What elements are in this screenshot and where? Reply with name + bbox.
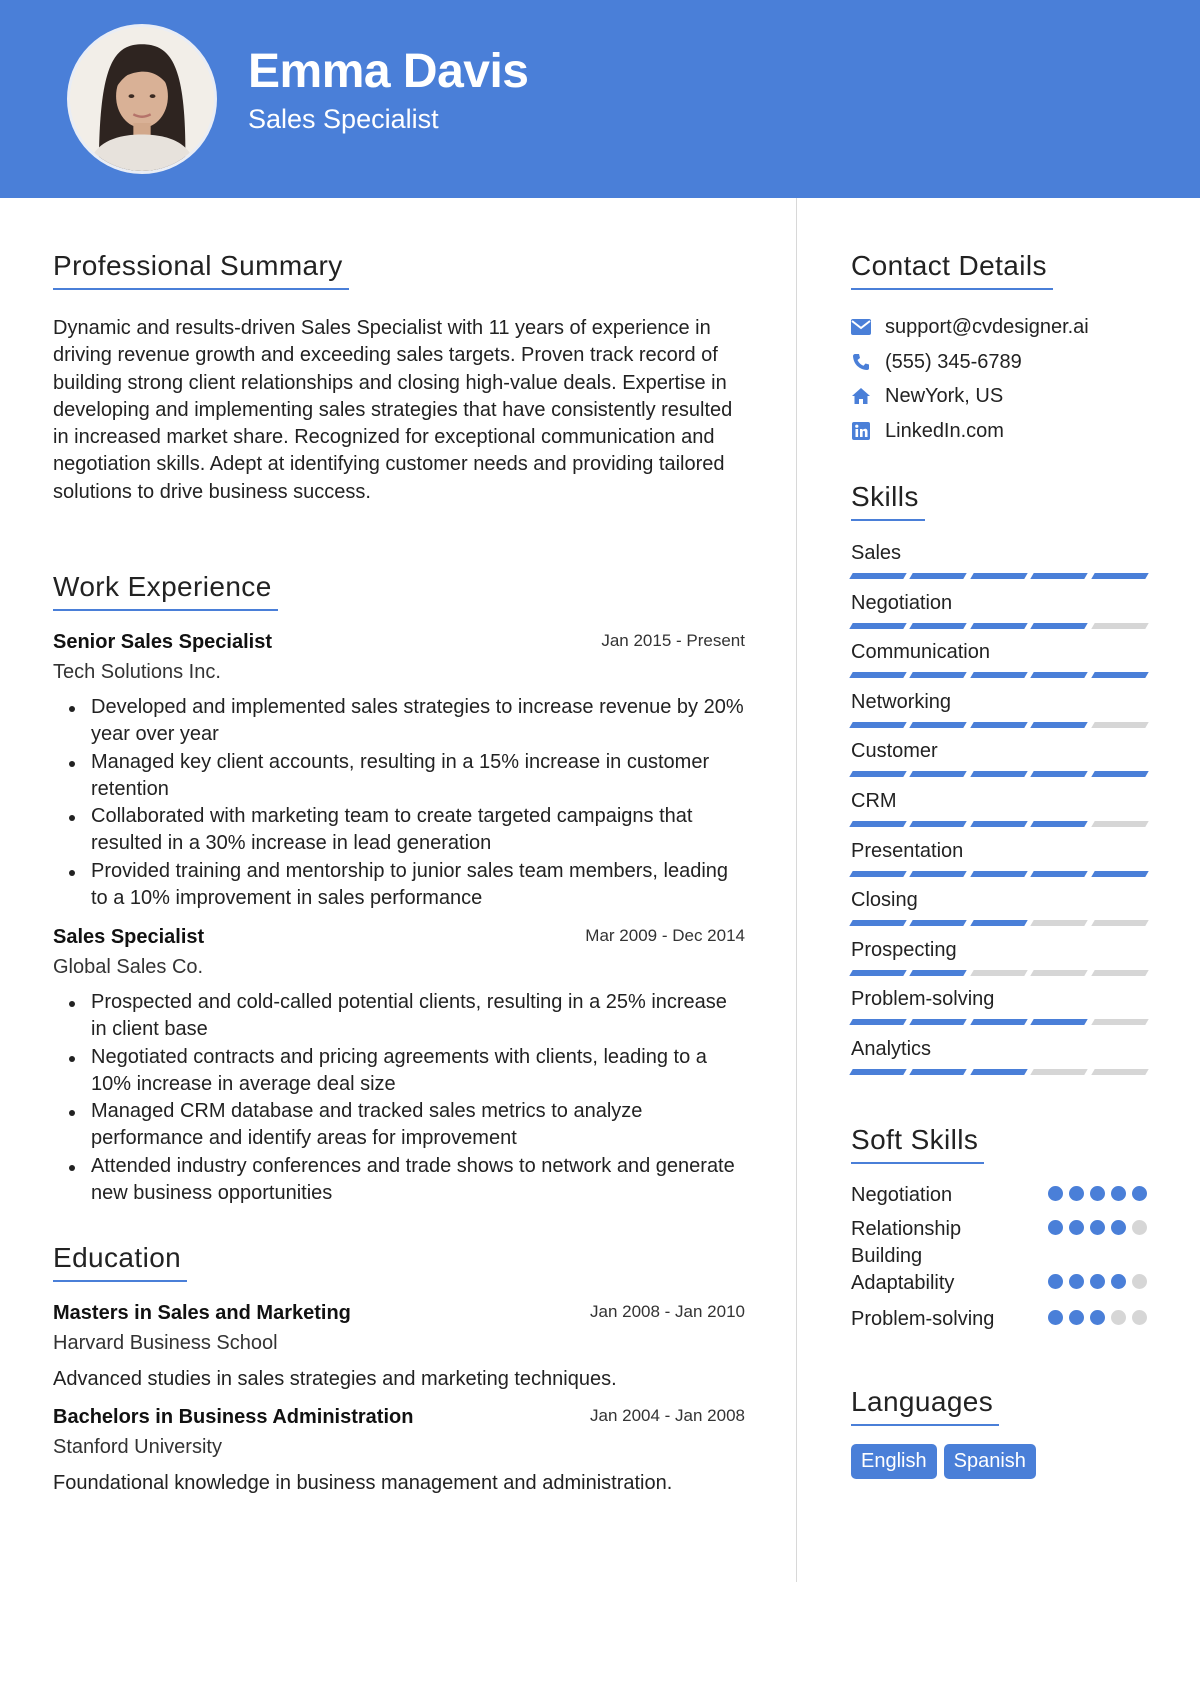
job-dates: Jan 2015 - Present [601, 631, 745, 650]
education-description: Advanced studies in sales strategies and marketing techniques. [53, 1368, 617, 1390]
skill-item [851, 939, 1147, 976]
skill-level-segment [910, 672, 968, 678]
rating-dot [1090, 1186, 1105, 1201]
phone-icon [851, 352, 871, 372]
skill-level-segment [1030, 821, 1088, 827]
summary-heading: Professional Summary [53, 250, 343, 290]
skill-level-segment [1030, 1019, 1088, 1025]
rating-dot [1132, 1310, 1147, 1325]
soft-skill-item [851, 1182, 1147, 1209]
home-icon [851, 386, 871, 406]
education-dates: Jan 2004 - Jan 2008 [589, 1406, 745, 1425]
job-entry [53, 631, 745, 912]
skill-label: Networking [851, 690, 952, 713]
education-entry [53, 1302, 745, 1391]
soft-skill-rating [1048, 1186, 1147, 1201]
languages-list [851, 1444, 1036, 1479]
soft-skill-item [851, 1216, 1147, 1270]
skill-level-segment [1091, 821, 1149, 827]
skill-level-segment [1030, 1069, 1088, 1075]
skill-level-segment [849, 1019, 907, 1025]
bullet-item: Negotiated contracts and pricing agreements with clients, leading to a 10% increase in average deal size [91, 1044, 745, 1099]
skill-item [851, 542, 1147, 579]
skill-level-segment [910, 920, 968, 926]
skill-level-segment [849, 871, 907, 877]
contact-linkedin-text: LinkedIn.com [885, 419, 1004, 442]
rating-dot [1111, 1274, 1126, 1289]
skill-level-segment [910, 722, 968, 728]
skill-level-bar [851, 821, 1147, 827]
skill-level-segment [910, 623, 968, 629]
skill-level-segment [910, 771, 968, 777]
soft-skill-item [851, 1270, 1147, 1297]
contact-phone[interactable] [851, 348, 1022, 376]
header-banner [0, 0, 1200, 198]
portrait-photo [70, 27, 214, 171]
soft-skills-heading: Soft Skills [851, 1124, 978, 1164]
contact-phone-text: (555) 345-6789 [885, 350, 1022, 373]
rating-dot [1111, 1220, 1126, 1235]
skill-level-segment [1091, 1069, 1149, 1075]
skill-level-segment [970, 970, 1028, 976]
soft-skill-rating [1048, 1274, 1147, 1289]
skill-level-segment [1091, 970, 1149, 976]
skill-level-segment [849, 672, 907, 678]
education-description: Foundational knowledge in business management and administration. [53, 1472, 673, 1494]
rating-dot [1132, 1274, 1147, 1289]
school-name: Harvard Business School [53, 1332, 278, 1354]
bullet-item: Attended industry conferences and trade shows to network and generate new business opportunities [91, 1153, 745, 1208]
skill-level-segment [970, 623, 1028, 629]
rating-dot [1132, 1220, 1147, 1235]
job-bullets [53, 694, 745, 912]
rating-dot [1132, 1186, 1147, 1201]
skill-label: Sales [851, 542, 902, 564]
contact-email-text: support@cvdesigner.ai [885, 315, 1089, 338]
skill-level-bar [851, 672, 1147, 678]
rating-dot [1090, 1220, 1105, 1235]
skill-label: Negotiation [851, 591, 953, 614]
bullet-item: Collaborated with marketing team to create targeted campaigns that resulted in a 30% increase in lead generation [91, 803, 745, 858]
degree-title: Masters in Sales and Marketing [53, 1302, 351, 1324]
skill-level-segment [910, 821, 968, 827]
degree-title: Bachelors in Business Administration [53, 1406, 414, 1428]
soft-skill-label: Negotiation [851, 1184, 953, 1206]
skill-level-segment [910, 871, 968, 877]
skill-level-segment [849, 821, 907, 827]
soft-skill-label: Relationship Building [851, 1218, 962, 1267]
job-bullets [53, 989, 745, 1207]
contact-linkedin[interactable] [851, 417, 1004, 445]
rating-dot [1069, 1310, 1084, 1325]
job-entry [53, 926, 745, 1207]
skill-level-segment [970, 722, 1028, 728]
skill-level-segment [849, 1069, 907, 1075]
skill-level-segment [849, 623, 907, 629]
skill-level-segment [1091, 1019, 1149, 1025]
skill-level-segment [849, 771, 907, 777]
bullet-item: Prospected and cold-called potential clients, resulting in a 25% increase in client base [91, 989, 745, 1044]
skill-level-segment [1030, 920, 1088, 926]
soft-skill-item [851, 1306, 1147, 1333]
skill-level-bar [851, 1019, 1147, 1025]
skill-item [851, 790, 1147, 827]
skill-label: Analytics [851, 1038, 932, 1060]
skill-level-bar [851, 1069, 1147, 1075]
rating-dot [1069, 1274, 1084, 1289]
candidate-name: Emma Davis [248, 45, 529, 98]
skill-level-segment [970, 1019, 1028, 1025]
skill-level-segment [970, 821, 1028, 827]
contact-email[interactable] [851, 313, 1089, 341]
skill-item [851, 592, 1147, 629]
rating-dot [1111, 1310, 1126, 1325]
skill-level-segment [1091, 722, 1149, 728]
skill-level-bar [851, 920, 1147, 926]
skill-item [851, 641, 1147, 678]
skill-level-segment [1030, 771, 1088, 777]
skill-level-segment [970, 1069, 1028, 1075]
skill-level-segment [849, 573, 907, 579]
skill-level-segment [970, 573, 1028, 579]
rating-dot [1090, 1310, 1105, 1325]
skill-label: Prospecting [851, 938, 957, 961]
skill-item [851, 889, 1147, 926]
skill-level-bar [851, 771, 1147, 777]
skill-level-segment [1030, 722, 1088, 728]
rating-dot [1069, 1220, 1084, 1235]
rating-dot [1090, 1274, 1105, 1289]
skill-item [851, 840, 1147, 877]
school-name: Stanford University [53, 1436, 222, 1458]
job-company: Global Sales Co. [53, 956, 204, 978]
skill-level-segment [1030, 871, 1088, 877]
contact-location-text: NewYork, US [885, 384, 1004, 407]
education-entry [53, 1406, 745, 1495]
skill-level-segment [970, 871, 1028, 877]
soft-skill-label: Adaptability [851, 1272, 955, 1294]
job-company: Tech Solutions Inc. [53, 661, 221, 683]
summary-text: Dynamic and results-driven Sales Specialist with 11 years of experience in driving revenue growth and exceeding sales targets. Proven track record of building strong client relationships and closing high-value deals. Expertise in developing and implementing sales strategies that have consistently resulted in increased market share. Recognized for exceptional communication and negotiation skills. Adept at identifying customer needs and providing tailored solutions to drive business success. [53, 317, 733, 503]
experience-heading: Work Experience [53, 571, 272, 611]
skill-level-bar [851, 573, 1147, 579]
skill-level-segment [910, 573, 968, 579]
languages-heading: Languages [851, 1386, 993, 1426]
soft-skill-label: Problem-solving [851, 1308, 995, 1330]
skill-item [851, 988, 1147, 1025]
skill-item [851, 691, 1147, 728]
skills-heading: Skills [851, 481, 919, 521]
skill-level-segment [1030, 623, 1088, 629]
candidate-title: Sales Specialist [248, 104, 439, 134]
job-title: Sales Specialist [53, 926, 205, 948]
skill-label: Closing [851, 889, 918, 912]
linkedin-icon [851, 421, 871, 441]
contact-location [851, 382, 1003, 410]
skill-level-bar [851, 623, 1147, 629]
skill-level-segment [1091, 920, 1149, 926]
skill-level-bar [851, 722, 1147, 728]
skill-label: CRM [851, 790, 897, 812]
skill-level-segment [910, 970, 968, 976]
column-divider [796, 198, 797, 1582]
skill-level-segment [910, 1069, 968, 1075]
skill-label: Communication [851, 641, 990, 664]
education-dates: Jan 2008 - Jan 2010 [589, 1302, 745, 1321]
skill-level-segment [1030, 970, 1088, 976]
bullet-item: Provided training and mentorship to junior sales team members, leading to a 10% improvement in sales performance [91, 858, 745, 913]
skill-label: Presentation [851, 839, 964, 862]
rating-dot [1048, 1186, 1063, 1201]
skill-level-segment [849, 920, 907, 926]
job-dates: Mar 2009 - Dec 2014 [585, 926, 745, 945]
contact-heading: Contact Details [851, 250, 1047, 290]
rating-dot [1048, 1220, 1063, 1235]
skill-level-segment [970, 920, 1028, 926]
skill-level-segment [910, 1019, 968, 1025]
skill-level-segment [849, 970, 907, 976]
skill-level-segment [1091, 672, 1149, 678]
skill-level-segment [1091, 871, 1149, 877]
skill-label: Problem-solving [851, 988, 995, 1011]
skill-level-segment [1030, 573, 1088, 579]
bullet-item: Managed key client accounts, resulting in a 15% increase in customer retention [91, 749, 745, 804]
skill-level-segment [970, 672, 1028, 678]
soft-skill-rating [1048, 1310, 1147, 1325]
rating-dot [1048, 1274, 1063, 1289]
skill-level-segment [849, 722, 907, 728]
soft-skill-rating [1048, 1220, 1147, 1235]
skill-level-segment [1030, 672, 1088, 678]
language-badge: Spanish [944, 1444, 1036, 1479]
bullet-item: Managed CRM database and tracked sales metrics to analyze performance and identify areas for improvement [91, 1098, 745, 1153]
skill-item [851, 740, 1147, 777]
avatar [67, 24, 217, 174]
rating-dot [1111, 1186, 1126, 1201]
skill-level-segment [970, 771, 1028, 777]
skill-level-segment [1091, 771, 1149, 777]
job-title: Senior Sales Specialist [53, 631, 272, 653]
rating-dot [1069, 1186, 1084, 1201]
rating-dot [1048, 1310, 1063, 1325]
skill-label: Customer [851, 740, 938, 763]
skill-level-bar [851, 970, 1147, 976]
bullet-item: Developed and implemented sales strategies to increase revenue by 20% year over year [91, 694, 745, 749]
skill-level-segment [1091, 573, 1149, 579]
skill-item [851, 1038, 1147, 1075]
skill-level-segment [1091, 623, 1149, 629]
skill-level-bar [851, 871, 1147, 877]
language-badge: English [851, 1444, 937, 1479]
education-heading: Education [53, 1242, 181, 1282]
envelope-icon [851, 317, 871, 337]
